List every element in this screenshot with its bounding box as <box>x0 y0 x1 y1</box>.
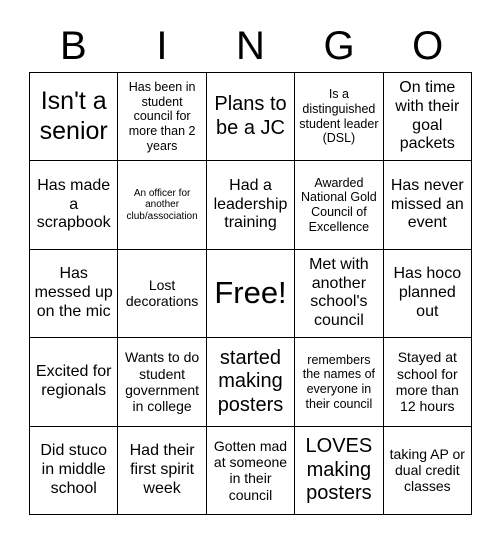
free-space-cell[interactable] <box>207 250 295 338</box>
cell-text: An officer for another club/association <box>126 187 198 222</box>
bingo-cell[interactable] <box>295 161 383 249</box>
cell-text: Lost decorations <box>125 277 199 310</box>
bingo-cell[interactable] <box>384 161 472 249</box>
bingo-cell[interactable] <box>30 427 118 515</box>
bingo-cell[interactable] <box>30 338 118 426</box>
header-letter-i: I <box>156 24 168 68</box>
bingo-cell[interactable] <box>295 338 383 426</box>
cell-text: started making posters <box>217 346 284 416</box>
cell-text: Plans to be a JC <box>214 93 287 139</box>
cell-text: Has been in student council for more than 2 years <box>128 80 196 153</box>
bingo-cell[interactable] <box>118 338 206 426</box>
bingo-cell[interactable] <box>384 427 472 515</box>
header-letter-o: O <box>412 24 444 68</box>
bingo-cell[interactable] <box>118 427 206 515</box>
cell-text: Has messed up on the mic <box>34 265 113 320</box>
bingo-cell[interactable] <box>118 250 206 338</box>
bingo-cell[interactable] <box>30 73 118 161</box>
cell-text: Isn't a senior <box>39 87 108 145</box>
cell-text: Met with another school's council <box>309 256 369 330</box>
bingo-cell[interactable] <box>207 161 295 249</box>
cell-text: Had their first spirit week <box>129 442 195 497</box>
bingo-cell[interactable] <box>295 427 383 515</box>
bingo-cell[interactable] <box>118 161 206 249</box>
bingo-cell[interactable] <box>30 161 118 249</box>
bingo-cell[interactable] <box>118 73 206 161</box>
cell-text: Stayed at school for more than 12 hours <box>395 349 459 415</box>
bingo-cell[interactable] <box>384 73 472 161</box>
cell-text: Had a leadership training <box>213 177 288 232</box>
bingo-cell[interactable] <box>30 250 118 338</box>
bingo-cell[interactable] <box>207 338 295 426</box>
bingo-grid <box>29 72 472 515</box>
cell-text: Excited for regionals <box>35 363 112 399</box>
bingo-cell[interactable] <box>207 427 295 515</box>
cell-text: Is a distinguished student leader (DSL) <box>299 87 379 146</box>
cell-text: Has made a scrapbook <box>36 177 111 232</box>
bingo-cell[interactable] <box>384 338 472 426</box>
cell-text: LOVES making posters <box>305 435 373 504</box>
bingo-cell[interactable] <box>295 250 383 338</box>
cell-text: Has hoco planned out <box>393 265 462 320</box>
cell-text: Wants to do student government in college <box>125 349 200 415</box>
header-letter-n: N <box>236 24 265 68</box>
bingo-cell[interactable] <box>384 250 472 338</box>
bingo-cell[interactable] <box>207 73 295 161</box>
cell-text: taking AP or dual credit classes <box>389 445 465 495</box>
cell-text: Awarded National Gold Council of Excellence <box>301 175 377 234</box>
header-letter-g: G <box>323 24 355 68</box>
free-space-text: Free! <box>214 275 287 311</box>
cell-text: Has never missed an event <box>390 177 464 232</box>
cell-text: On time with their goal packets <box>395 79 460 153</box>
cell-text: remembers the names of everyone in their council <box>302 352 376 411</box>
header-letter-b: B <box>59 24 87 68</box>
cell-text: Did stuco in middle school <box>40 442 108 497</box>
cell-text: Gotten mad at someone in their council <box>213 437 288 503</box>
bingo-cell[interactable] <box>295 73 383 161</box>
bingo-header <box>29 20 472 72</box>
